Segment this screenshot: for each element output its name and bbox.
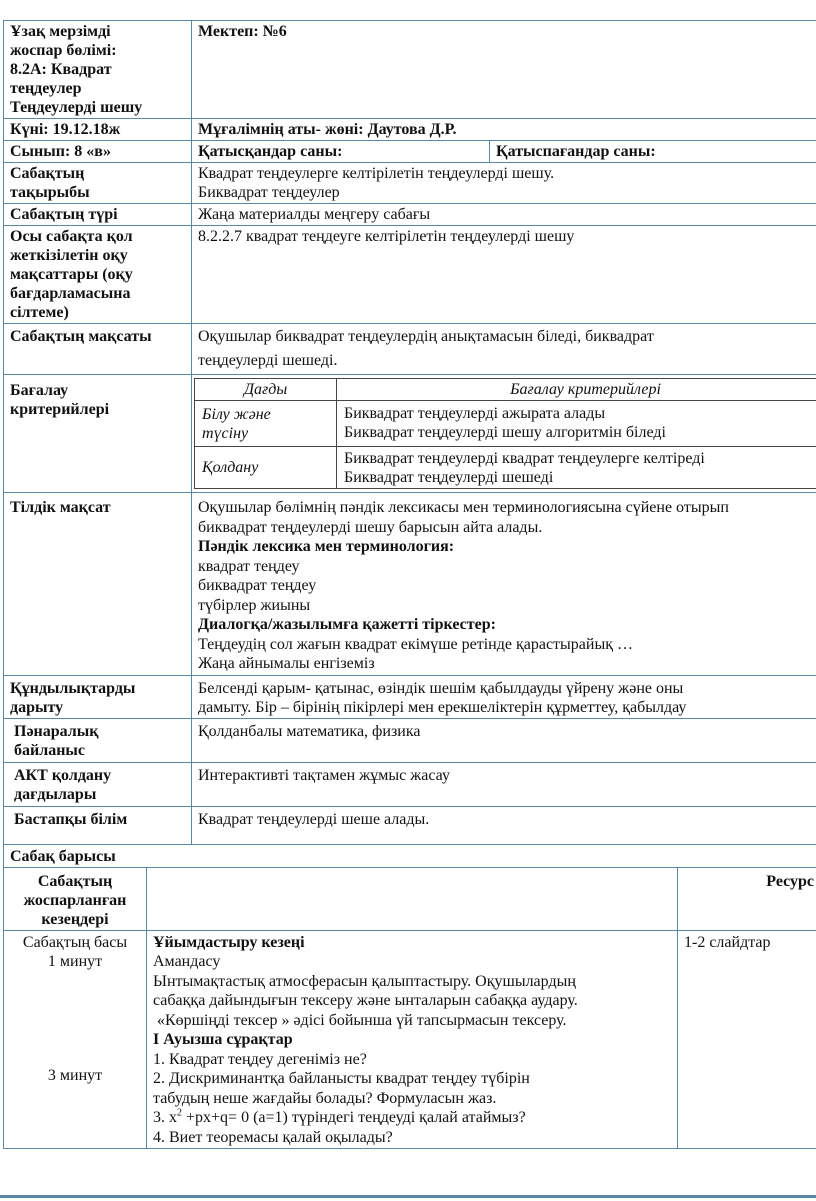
stage-timing: Сабақтың басы 1 минут 3 минут — [4, 930, 147, 1149]
activity-column-header — [147, 867, 678, 930]
criteria: Биквадрат теңдеулерді ажырата алады Биквадрат теңдеулерді шешу алгоритмін біледі — [337, 401, 816, 447]
stage-activity: Ұйымдастыру кезеңі Амандасу Ынтымақтастық атмосферасын қалыптастыру. Оқушылардың сабаққа дайындығын тексеру және ынталарын сабаққа аудару. «Көршіңді тексер » әдісі бойынша үй тапсырмасын тексеру. І Ауызша сұрақтар 1. Квадрат теңдеу дегеніміз не? 2. Дискриминантқа байланысты квадрат теңдеу түбірін табудың неше жағдайы болады? Формуласын жаз. 3. $x^2 +px+q= 0$ (а=1) түріндегі теңдеуді қалай атаймыз? 4. Виет теоремасы қалай оқылады? — [147, 930, 678, 1149]
language-label: Тілдік мақсат — [4, 493, 192, 676]
values-row — [4, 675, 816, 718]
skill: Білу және түсіну — [195, 401, 337, 447]
values-label: Құндылықтарды дарыту — [4, 675, 192, 718]
assessment-item — [195, 447, 816, 489]
skill-column-header: Дағды — [195, 379, 337, 401]
date-row — [4, 119, 816, 141]
ict-row — [4, 762, 816, 806]
language-value: Оқушылар бөлімнің пәндік лексикасы мен терминологиясына сүйене отырып биквадрат теңдеулерді шешу барысын айта алады. Пәндік лексика мен терминология: квадрат теңдеу биквадрат теңдеу түбірлер жиыны Диалогқа/жазылымға қажетті тіркестер: Теңдеудің сол жағын квадрат екімүше ретінде қарастырайық … Жаңа айнымалы енгіземіз — [192, 493, 816, 676]
class-row — [4, 141, 816, 163]
lesson-plan — [3, 20, 816, 1149]
criteria-column-header: Бағалау критерийлері — [337, 379, 816, 401]
teacher-name: Мұғалімнің аты- жөні: Даутова Д.Р. — [192, 119, 816, 141]
assessment-item — [195, 401, 816, 447]
assessment-header-row — [195, 379, 816, 401]
prior-label: Бастапқы білім — [4, 806, 192, 844]
resource-column-header: Ресурс — [678, 867, 816, 930]
objectives-label: Осы сабақта қол жеткізілетін оқу мақсаттары (оқу бағдарламасына сілтеме) — [4, 226, 192, 324]
ict-label: АКТ қолдану дағдылары — [4, 762, 192, 806]
language-row — [4, 493, 816, 676]
page-bottom-border — [0, 1195, 816, 1198]
cross-label: Пәнаралық байланыс — [4, 718, 192, 762]
topic-label: Сабақтың тақырыбы — [4, 163, 192, 204]
criteria: Биквадрат теңдеулерді квадрат теңдеулерге келтіреді Биквадрат теңдеулерді шешеді — [337, 447, 816, 489]
objectives-row — [4, 226, 816, 324]
cross-value: Қолданбалы математика, физика — [192, 718, 816, 762]
goal-label: Сабақтың мақсаты — [4, 324, 192, 375]
flow-stage-row — [4, 930, 816, 1149]
type-row — [4, 204, 816, 226]
values-value: Белсенді қарым- қатынас, өзіндік шешім қабылдауды үйрену және оны дамыту. Бір – бірінің пікірлері мен ерекшеліктерін құрметтеу, қабылдау — [192, 675, 816, 718]
prior-row — [4, 806, 816, 844]
topic-value: Квадрат теңдеулерге келтірілетін теңдеулерді шешу. Биквадрат теңдеулер — [192, 163, 816, 204]
ict-value: Интерактивті тақтамен жұмыс жасау — [192, 762, 816, 806]
objectives-value: 8.2.2.7 квадрат теңдеуге келтірілетін теңдеулерді шешу — [192, 226, 816, 324]
flow-header-row — [4, 867, 816, 930]
question-3: 3. $x^2 +px+q= 0$ (а=1) түріндегі теңдеуді қалай атаймыз? — [153, 1107, 526, 1126]
unit-row — [4, 21, 816, 119]
skill: Қолдану — [195, 447, 337, 489]
school: Мектеп: №6 — [192, 21, 816, 119]
cross-row — [4, 718, 816, 762]
date: Күні: 19.12.18ж — [4, 119, 192, 141]
assessment-value — [192, 375, 816, 493]
unit-label: Ұзақ мерзімді жоспар бөлімі: 8.2А: Квадрат теңдеулер Теңдеулерді шешу — [4, 21, 192, 119]
stage-column-header: Сабақтың жоспарланған кезеңдері — [4, 867, 147, 930]
assessment-label: Бағалау критерийлері — [4, 375, 192, 493]
lesson-header-table — [3, 20, 816, 867]
goal-value: Оқушылар биквадрат теңдеулердің анықтамасын біледі, биквадрат теңдеулерді шешеді. — [192, 324, 816, 375]
assessment-row — [4, 375, 816, 493]
absent-count: Қатыспағандар саны: — [490, 141, 816, 163]
assessment-criteria-table — [194, 378, 816, 489]
type-value: Жаңа материалды меңгеру сабағы — [192, 204, 816, 226]
stage-resource: 1-2 слайдтар — [678, 930, 816, 1149]
prior-value: Квадрат теңдеулерді шеше алады. — [192, 806, 816, 844]
flow-title-row — [4, 844, 816, 867]
lesson-flow-table — [3, 867, 816, 1150]
present-count: Қатысқандар саны: — [192, 141, 490, 163]
class: Сынып: 8 «в» — [4, 141, 192, 163]
topic-row — [4, 163, 816, 204]
flow-title: Сабақ барысы — [4, 844, 816, 867]
goal-row — [4, 324, 816, 375]
type-label: Сабақтың түрі — [4, 204, 192, 226]
